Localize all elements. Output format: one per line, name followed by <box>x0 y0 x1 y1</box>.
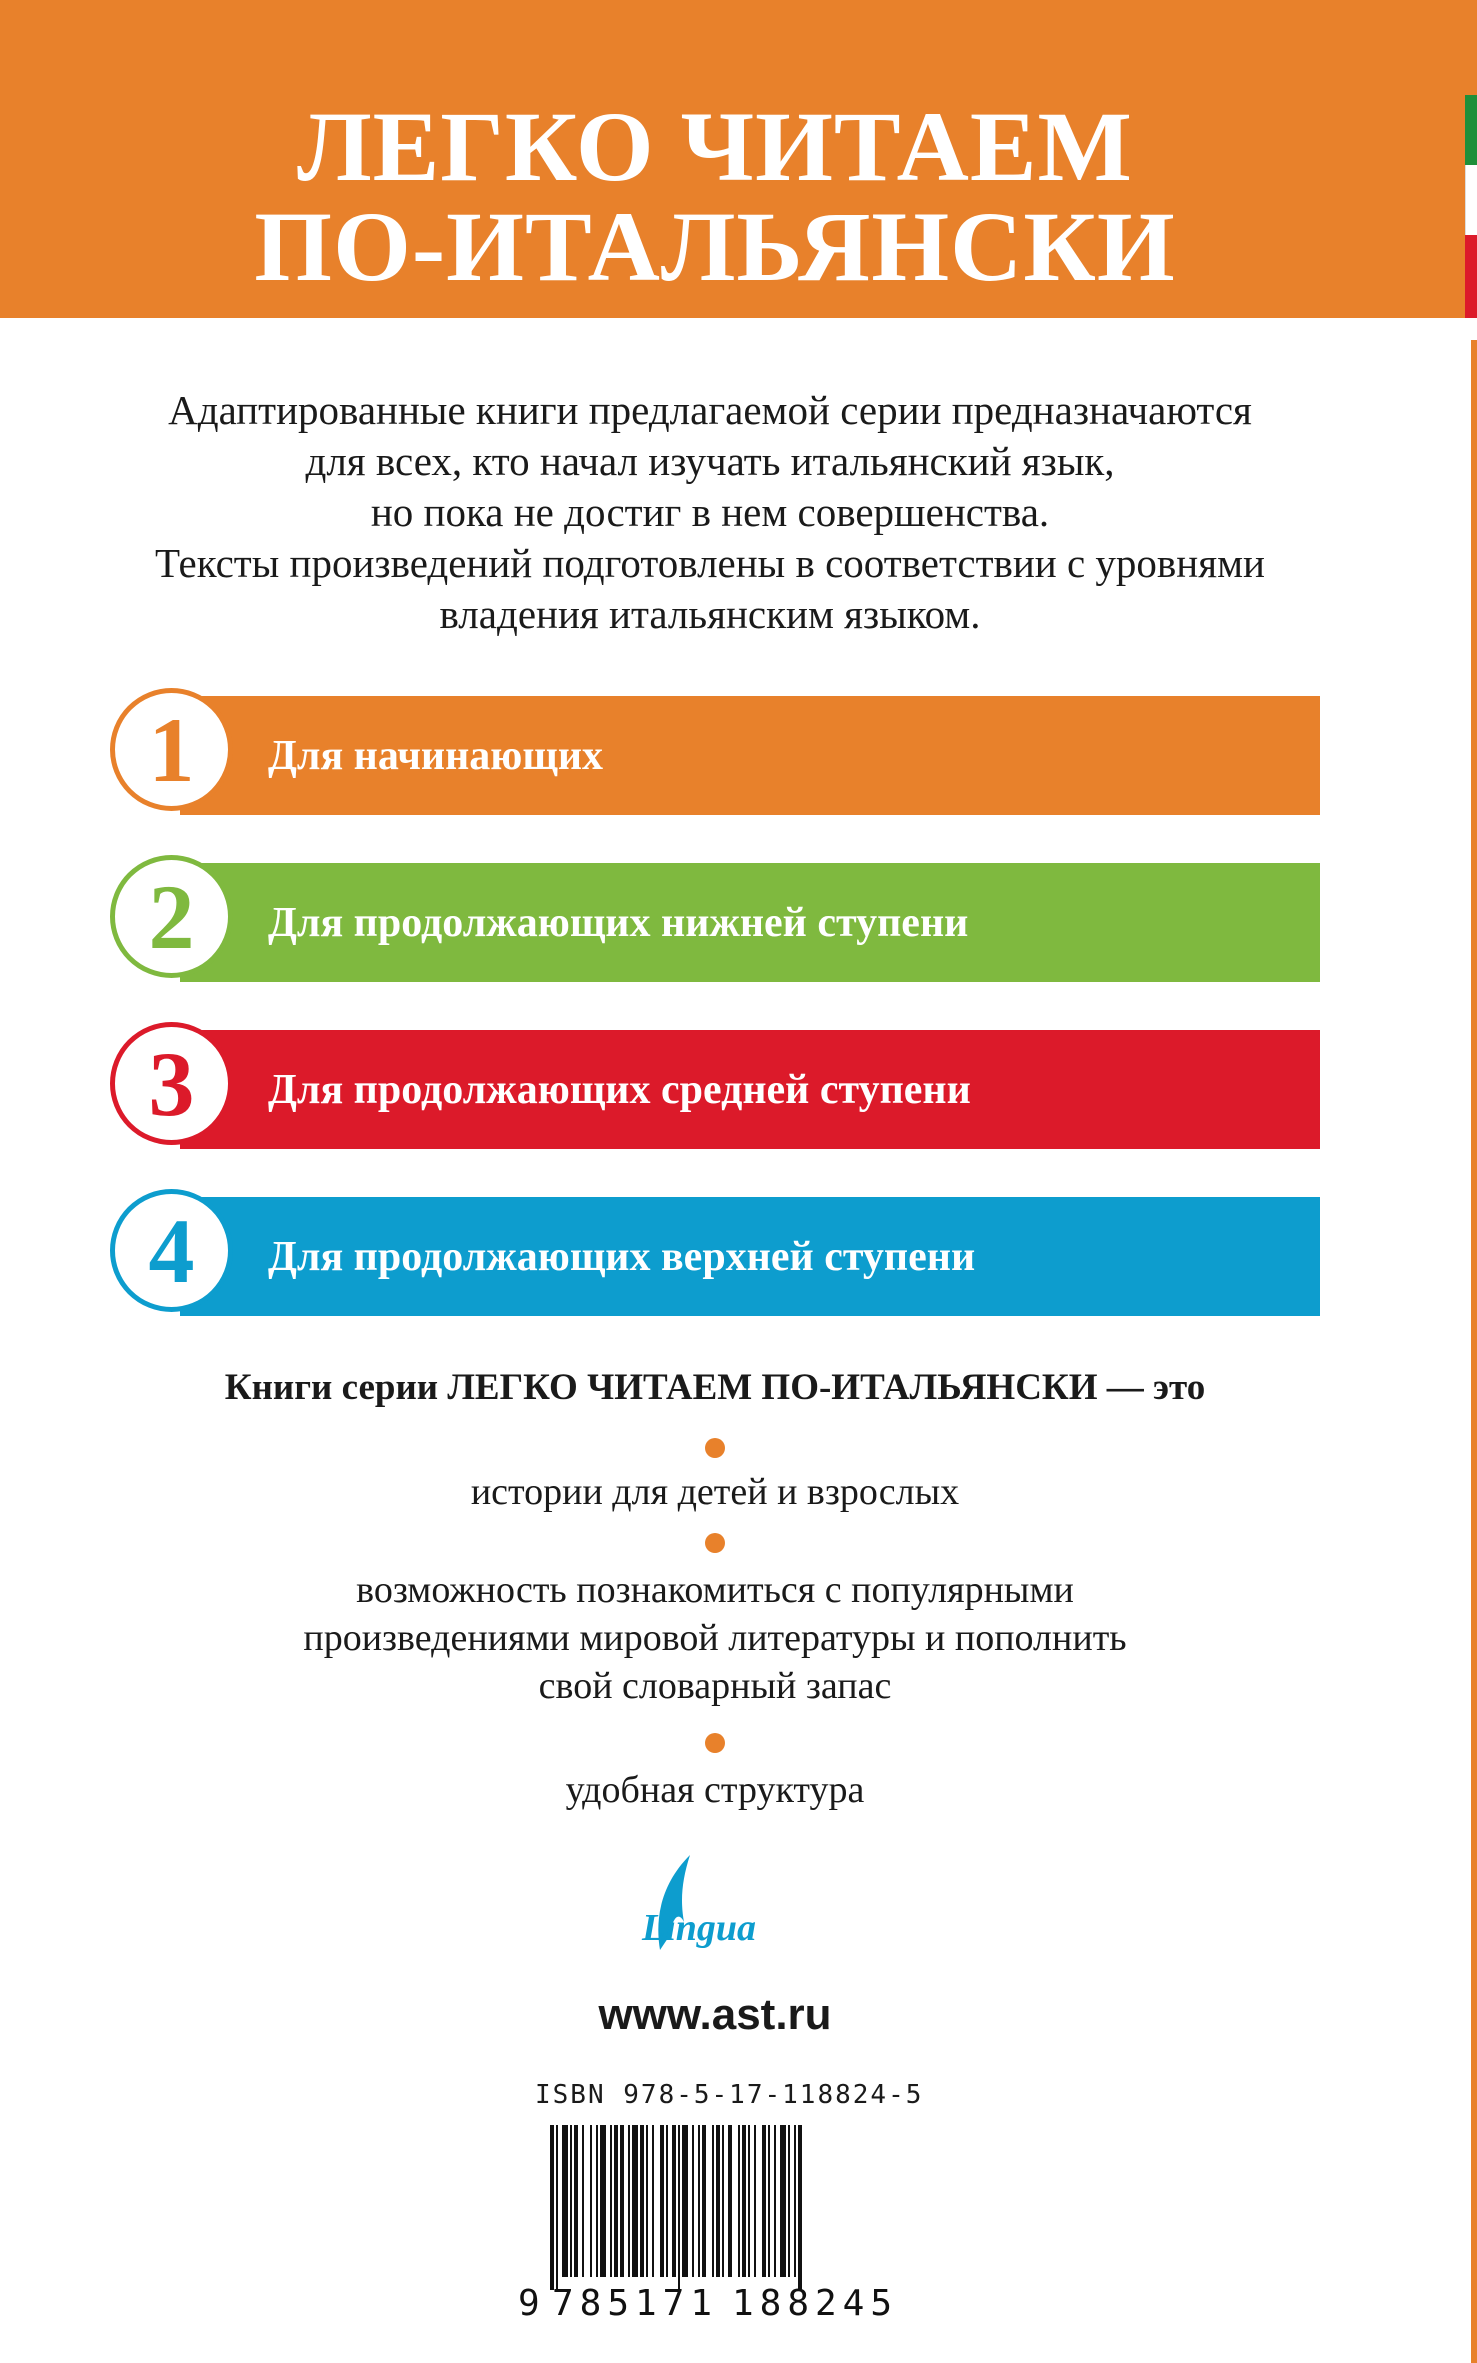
intro-text <box>60 385 1360 640</box>
barcode-bar <box>738 2125 740 2277</box>
feature-line: удобная структура <box>565 1769 865 1811</box>
barcode-bar <box>640 2125 644 2277</box>
barcode-bar <box>728 2125 732 2277</box>
bullet-dot <box>705 1438 725 1458</box>
cover-header <box>0 0 1477 318</box>
level-label: Для продолжающих верхней ступени <box>268 1233 976 1280</box>
barcode <box>510 2125 920 2325</box>
barcode-bar <box>652 2125 654 2277</box>
barcode-bar <box>762 2125 766 2277</box>
barcode-bar <box>614 2125 618 2277</box>
feature-line: свой словарный запас <box>538 1665 892 1707</box>
barcode-bar <box>788 2125 790 2277</box>
level-label: Для продолжающих средней ступени <box>268 1066 971 1113</box>
series-description: Книги серии ЛЕГКО ЧИТАЕМ ПО-ИТАЛЬЯНСКИ — это <box>224 1367 1206 1408</box>
barcode-bar <box>660 2125 664 2277</box>
intro-line: владения итальянским языком. <box>439 591 981 637</box>
spine-edge <box>1471 340 1477 2363</box>
barcode-bar <box>596 2125 598 2277</box>
barcode-bar <box>562 2125 568 2277</box>
series-title-line2: ПО-ИТАЛЬЯНСКИ <box>254 191 1176 302</box>
barcode-bar <box>582 2125 584 2277</box>
barcode-digits-left: 785171 <box>552 2283 712 2324</box>
level-label: Для продолжающих нижней ступени <box>268 899 969 946</box>
barcode-bar <box>556 2125 558 2290</box>
intro-line: Адаптированные книги предлагаемой серии предназначаются <box>168 387 1252 433</box>
barcode-bar <box>550 2125 554 2290</box>
barcode-bar <box>570 2125 572 2277</box>
barcode-bar <box>672 2125 676 2277</box>
feature-item <box>0 1566 1430 1710</box>
barcode-bar <box>748 2125 750 2277</box>
logo-text: Lingua <box>642 1907 757 1949</box>
lingua-logo <box>600 1840 800 1960</box>
barcode-bar <box>600 2125 606 2277</box>
barcode-digits-right: 188245 <box>732 2283 892 2324</box>
level-3 <box>110 1030 1320 1149</box>
barcode-bar <box>628 2125 630 2277</box>
feature-line: произведениями мировой литературы и пополнить <box>303 1617 1127 1659</box>
flag-strip-green <box>1465 95 1477 165</box>
barcode-bar <box>574 2125 578 2277</box>
barcode-bar <box>646 2125 648 2277</box>
bullet-dot <box>705 1733 725 1753</box>
feature-item <box>0 1468 1430 1516</box>
level-number-badge: 1 <box>110 688 233 811</box>
barcode-bar <box>692 2125 694 2277</box>
level-1 <box>110 696 1320 815</box>
flag-strip-white <box>1465 165 1477 235</box>
barcode-bars <box>550 2125 802 2290</box>
intro-line: Тексты произведений подготовлены в соответствии с уровнями <box>155 540 1265 586</box>
barcode-bar <box>620 2125 624 2277</box>
intro-line: но пока не достиг в нем совершенства. <box>370 489 1050 535</box>
barcode-bar <box>742 2125 746 2277</box>
feature-line: истории для детей и взрослых <box>470 1471 960 1513</box>
barcode-bar <box>774 2125 776 2277</box>
barcode-bar <box>682 2125 688 2277</box>
barcode-bar <box>632 2125 638 2277</box>
feature-item <box>0 1766 1430 1814</box>
bullet-dot <box>705 1533 725 1553</box>
barcode-bar <box>716 2125 720 2277</box>
barcode-bar <box>794 2125 796 2277</box>
isbn-label: ISBN 978-5-17-118824-5 <box>535 2080 924 2110</box>
barcode-bar <box>754 2125 756 2277</box>
level-2 <box>110 863 1320 982</box>
intro-line: для всех, кто начал изучать итальянский язык, <box>305 438 1115 484</box>
barcode-bar <box>590 2125 592 2277</box>
level-number-badge: 4 <box>110 1189 233 1312</box>
barcode-bar <box>798 2125 802 2290</box>
website-link[interactable]: www.ast.ru <box>598 1990 832 2039</box>
level-number-badge: 2 <box>110 855 233 978</box>
series-title-line1: ЛЕГКО ЧИТАЕМ <box>297 91 1133 202</box>
barcode-bar <box>678 2125 680 2290</box>
barcode-bar <box>666 2125 668 2277</box>
barcode-bar <box>712 2125 714 2277</box>
level-4 <box>110 1197 1320 1316</box>
barcode-bar <box>768 2125 770 2277</box>
barcode-bar <box>722 2125 724 2277</box>
barcode-bar <box>780 2125 786 2277</box>
barcode-bar <box>698 2125 700 2277</box>
feature-line: возможность познакомиться с популярными <box>356 1569 1074 1611</box>
barcode-bar <box>610 2125 612 2277</box>
barcode-bar <box>702 2125 706 2277</box>
barcode-digit-first: 9 <box>518 2283 540 2324</box>
flag-strip-red <box>1465 235 1477 318</box>
level-label: Для начинающих <box>268 732 604 779</box>
level-number-badge: 3 <box>110 1022 233 1145</box>
